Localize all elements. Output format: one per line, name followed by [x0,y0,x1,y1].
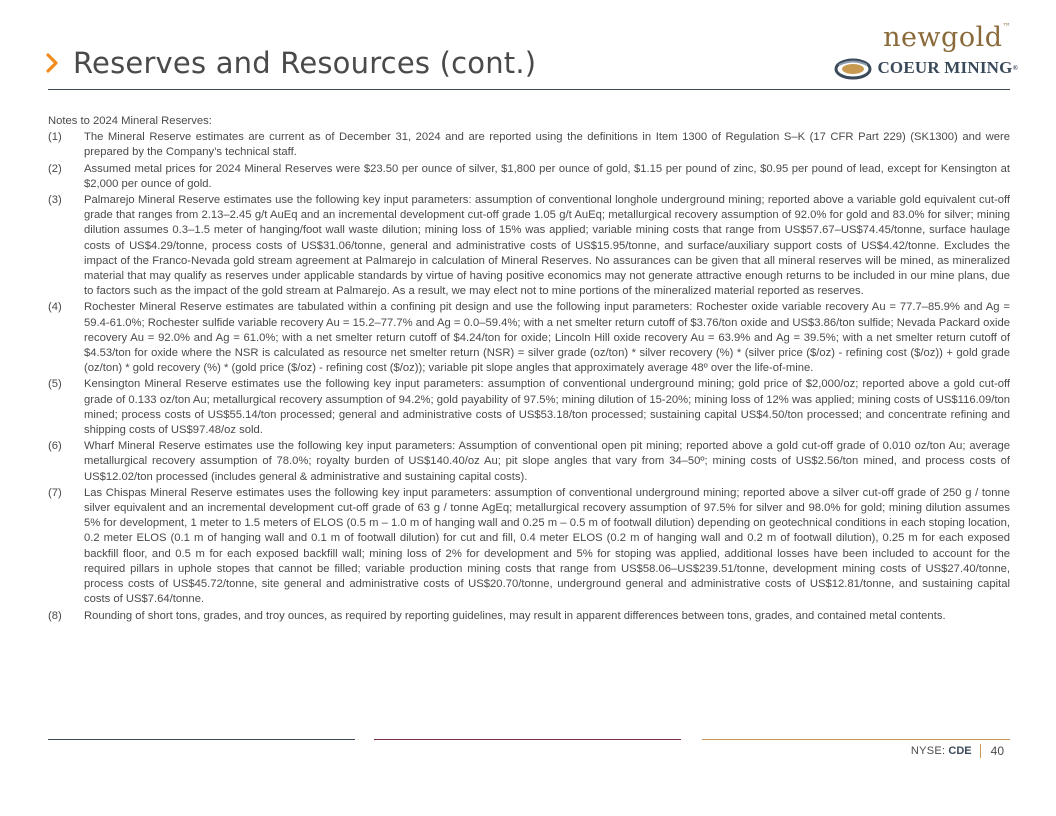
note-number: (6) [48,440,62,453]
logo-group [818,22,1018,82]
ticker-label: NYSE: [910,745,946,757]
header-divider [48,89,1010,90]
chevron-right-icon [42,50,64,76]
note-item [48,486,1010,608]
note-number: (7) [48,486,62,499]
coeur-mining-logo: COEUR MINING ® [833,55,1018,81]
slide-footer [911,744,1004,758]
slide-header [0,0,1056,90]
note-item [48,609,1010,624]
note-item [48,193,1010,299]
page-title: Reserves and Resources (cont.) [73,46,537,80]
note-text: Assumed metal prices for 2024 Mineral Reserves were $23.50 per ounce of silver, $1,800 per ounce of gold, $1.15 per pound of zinc, $0.95 per pound of lead, except for Kensington at $2,000 per ounce of gold. [84,162,1010,190]
note-number: (4) [48,301,62,314]
footer-separator [980,744,981,758]
note-item [48,162,1010,192]
footer-divider-navy [48,739,355,740]
note-text: Kensington Mineral Reserve estimates use the following key input parameters: assumption of conventional underground mining; gold price of $2,000/oz; reported above a gold cut-off grade of 0.133 oz/ton Au; metallurgical recovery assumption of 94.2%; gold payability of 97.5%; mining dilution of 15-20%; mining loss of 12% was applied; mining costs of US$116.09/ton mined; process costs of US$55.14/ton processed; general and administrative costs of US$53.18/ton processed; sustaining capital US$4.50/ton processed; and concentrate refining and shipping costs of US$97.48/oz sold. [84,378,1010,437]
note-text: Palmarejo Mineral Reserve estimates use the following key input parameters: assumption of conventional longhole underground mining; reported above a variable gold equivalent cut-off grade that ranges from 2.13–2.45 g/t AuEq and an incremental development cut-off grade 1.05 g/t AuEq; metallurgical recovery assumption of 92.0% for gold and 83.0% for silver; mining dilution assumes 0.3–1.5 meter of hanging/foot wall waste dilution; mining loss of 15% was applied; variable mining costs that range from US$57.67–US$74.45/tonne, surface haulage costs of US$4.29/tonne, process costs of US$31.06/tonne, general and administrative costs of US$15.95/tonne, and surface/auxiliary support costs of US$4.42/tonne. Excludes the impact of the Franco-Nevada gold stream agreement at Palmarejo in calculation of Mineral Reserves. No assurances can be given that all mineral reserves will be mined, as mineralized material that may qualify as reserves under applicable standards by virtue of having positive economics may not generate attractive enough returns to be included in our mine plans, due to factors such as the impact of the gold stream at Palmarejo. As a result, we may elect not to mine portions of the mineralized material reported as reserves. [84,194,1010,298]
newgold-logo: newgold™ [883,22,1011,53]
ticker-symbol: CDE [948,745,972,757]
note-text: Las Chispas Mineral Reserve estimates uses the following key input parameters: assumption of conventional underground mining; reported above a silver cut-off grade of 250 g / tonne silver equivalent and an incremental development cut-off grade of 63 g / tonne AgEq; metallurgical recovery assumption of 97.5% for silver and 98.0% for gold; mining dilution assumes 5% for development, 1 meter to 1.5 meters of ELOS (0.5 m – 1.0 m of hanging wall and 0.25 m – 0.5 m of footwall dilution) depending on geotechnical conditions in each stoping location, 0.2 meter ELOS (0.1 m of hanging wall and 0.1 m of footwall dilution) for cut and fill, 0.4 meter ELOS (0.2 m of hanging wall and 0.2 m of footwall dilution), 0.25 m for each exposed backfill floor, and 0.5 m for each exposed backfill wall; mining loss of 2% for development and 5% for stoping was applied, additional losses have been included to account for the required pillars in uphole stopes that cannot be filled; variable production mining costs that range from US$58.06–US$239.51/tonne, development mining costs of US$27.40/tonne, process costs of US$45.72/tonne, site general and administrative costs of US$20.70/tonne, underground general and administrative costs of US$12.81/tonne, and sustaining capital costs of US$7.64/tonne. [84,486,1010,606]
note-number: (2) [48,162,62,175]
note-item [48,377,1010,438]
note-text: Rochester Mineral Reserve estimates are tabulated within a confining pit design and use the following input parameters: Rochester oxide variable recovery Au = 77.7–85.9% and Ag = 59.4-61.0%; Rochester sulfide variable recovery Au = 15.2–77.7% and Ag = 0.0–59.4%; with a net smelter return cutoff of $3.76/ton oxide and US$3.86/ton sulfide; Nevada Packard oxide recovery Au = 92.0% and Ag = 61.0%; with a net smelter return cutoff of $4.24/ton for oxide; Lincoln Hill oxide recovery Au = 63.9% and Ag = 39.5%; with a net smelter return cutoff of $4.53/ton for oxide where the NSR is calculated as resource net smelter return (NSR) = silver grade (oz/ton) * silver recovery (%) * (silver price ($/oz) - refining cost ($/oz)) + gold grade (oz/ton) * gold recovery (%) * (gold price ($/oz) - refining cost ($/oz)); variable pit slope angles that approximately average 48º over the life-of-mine. [84,301,1010,375]
note-item [48,300,1010,376]
note-number: (8) [48,609,62,622]
footer-divider-gold [702,739,1010,740]
note-item [48,130,1010,160]
footer-divider-maroon [374,739,681,740]
notes-list [48,130,1010,624]
note-text: Rounding of short tons, grades, and troy ounces, as required by reporting guidelines, may result in apparent differences between tons, grades, and contained metal contents. [84,609,946,622]
note-item [48,439,1010,485]
note-number: (1) [48,131,62,144]
note-text: Wharf Mineral Reserve estimates use the following key input parameters: Assumption of conventional open pit mining; reported above a gold cut-off grade of 0.010 oz/ton Au; average metallurgical recovery assumption of 78.0%; royalty burden of US$140.40/oz Au; pit slope angles that vary from 34–50º; mining costs of US$2.56/ton mined, and process costs of US$12.02/ton processed (includes general & administrative and sustaining capital costs). [84,440,1010,483]
page-number: 40 [990,744,1004,758]
notes-section [48,114,1010,625]
note-text: The Mineral Reserve estimates are current as of December 31, 2024 and are reported using the definitions in Item 1300 of Regulation S–K (17 CFR Part 229) (SK1300) and were prepared by the Company’s technical staff. [84,131,1010,159]
note-number: (3) [48,194,62,207]
note-number: (5) [48,378,62,391]
notes-heading: Notes to 2024 Mineral Reserves: [48,115,212,127]
coeur-emblem-icon [833,56,873,80]
